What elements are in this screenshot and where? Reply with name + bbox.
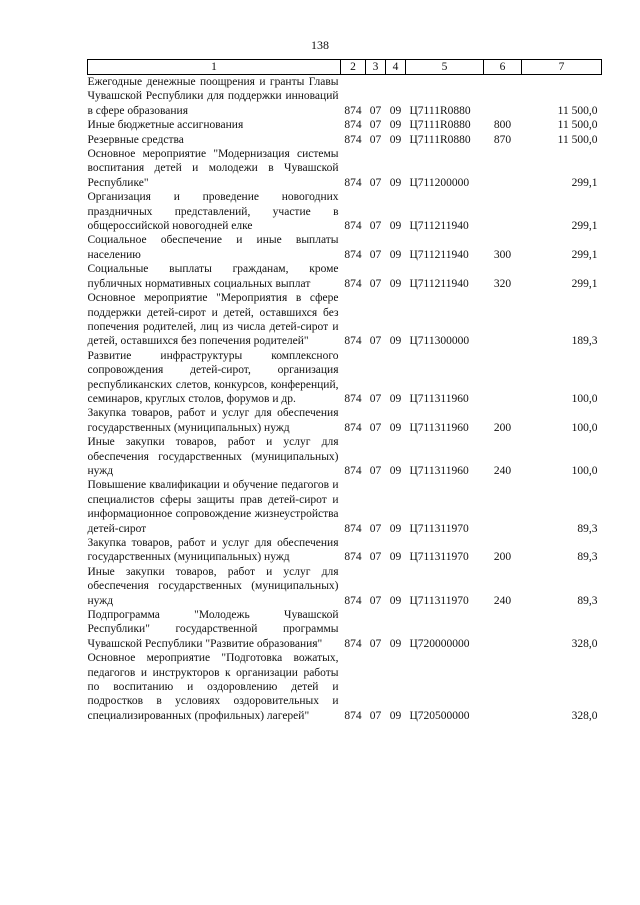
row-subsection: 09 <box>389 709 402 722</box>
row-name: Закупка товаров, работ и услуг для обеспечения государственных (муниципальных) нужд <box>87 537 339 564</box>
row-amount: 189,3 <box>571 335 598 348</box>
row-amount: 299,1 <box>571 220 598 233</box>
row-section: 07 <box>369 176 382 189</box>
row-name: Ежегодные денежные поощрения и гранты Главы Чувашской Республики для поддержки инноваций в сфере образования <box>87 76 339 117</box>
row-section: 07 <box>369 392 382 405</box>
row-subsection: 09 <box>389 119 402 132</box>
row-target-article: Ц720500000 <box>409 709 470 722</box>
row-section: 07 <box>369 248 382 261</box>
row-name: Иные бюджетные ассигнования <box>87 119 244 132</box>
row-amount: 11 500,0 <box>557 133 598 146</box>
column-header: 1 <box>88 60 341 75</box>
row-subsection: 09 <box>389 248 402 261</box>
row-target-article: Ц711311960 <box>409 421 469 434</box>
row-admin-code: 874 <box>344 551 362 564</box>
row-name: Организация и проведение новогодних праздничных представлений, участие в общероссийской новогодней елке <box>87 191 339 233</box>
row-admin-code: 874 <box>344 421 362 434</box>
row-expense-type <box>484 291 522 349</box>
row-expense-type: 870 <box>493 133 512 146</box>
row-subsection: 09 <box>389 637 402 650</box>
row-target-article: Ц711311970 <box>409 551 469 564</box>
table-row <box>88 118 602 132</box>
row-target-article: Ц711200000 <box>409 176 470 189</box>
column-header: 4 <box>386 60 406 75</box>
row-subsection: 09 <box>389 464 402 477</box>
table-row <box>88 349 602 407</box>
row-admin-code: 874 <box>344 176 362 189</box>
row-name: Основное мероприятие "Модернизация системы воспитания детей и молодежи в Чувашской Республике" <box>87 148 339 189</box>
row-admin-code: 874 <box>344 637 362 650</box>
row-target-article: Ц711300000 <box>409 335 470 348</box>
row-expense-type: 800 <box>493 119 512 132</box>
row-section: 07 <box>369 133 382 146</box>
row-target-article: Ц7111R0880 <box>409 133 471 146</box>
row-target-article: Ц711311960 <box>409 464 469 477</box>
row-amount: 89,3 <box>577 551 598 564</box>
row-section: 07 <box>369 335 382 348</box>
row-expense-type <box>484 147 522 190</box>
row-expense-type: 240 <box>493 594 512 607</box>
table-row <box>88 435 602 478</box>
row-amount: 299,1 <box>571 176 598 189</box>
table-row <box>88 608 602 651</box>
budget-table <box>87 59 602 723</box>
row-amount: 100,0 <box>571 392 598 405</box>
page-number: 138 <box>311 38 329 52</box>
column-header: 7 <box>522 60 602 75</box>
row-expense-type: 320 <box>493 277 512 290</box>
row-target-article: Ц711211940 <box>409 248 469 261</box>
row-name: Резервные средства <box>87 133 184 146</box>
row-section: 07 <box>369 277 382 290</box>
row-section: 07 <box>369 119 382 132</box>
row-subsection: 09 <box>389 392 402 405</box>
row-admin-code: 874 <box>344 594 362 607</box>
table-row <box>88 147 602 190</box>
row-subsection: 09 <box>389 551 402 564</box>
row-name: Социальные выплаты гражданам, кроме публичных нормативных социальных выплат <box>87 263 339 290</box>
column-header: 5 <box>406 60 484 75</box>
row-admin-code: 874 <box>344 277 362 290</box>
row-expense-type <box>484 478 522 536</box>
row-subsection: 09 <box>389 421 402 434</box>
row-name: Иные закупки товаров, работ и услуг для обеспечения государственных (муниципальных) нужд <box>87 565 339 607</box>
table-row <box>88 133 602 147</box>
row-subsection: 09 <box>389 277 402 290</box>
row-subsection: 09 <box>389 176 402 189</box>
row-target-article: Ц7111R0880 <box>409 119 471 132</box>
row-admin-code: 874 <box>344 709 362 722</box>
table-row <box>88 291 602 349</box>
row-expense-type <box>484 190 522 233</box>
row-name: Основное мероприятие "Подготовка вожатых, педагогов и инструкторов к организации работы по воспитанию и оздоровлению детей и подростков в условиях оздоровительных и специализированных (профильных) лагерей" <box>87 652 339 722</box>
row-amount: 299,1 <box>571 277 598 290</box>
row-admin-code: 874 <box>344 133 362 146</box>
table-row <box>88 75 602 119</box>
row-subsection: 09 <box>389 335 402 348</box>
row-name: Повышение квалификации и обучение педагогов и специалистов сферы защиты прав детей-сирот и информационное сопровождение жизнеустройства детей-сирот <box>87 479 339 535</box>
row-expense-type: 240 <box>493 464 512 477</box>
row-admin-code: 874 <box>344 464 362 477</box>
table-body <box>88 75 602 724</box>
row-amount: 299,1 <box>571 248 598 261</box>
row-subsection: 09 <box>389 133 402 146</box>
row-subsection: 09 <box>389 522 402 535</box>
row-expense-type <box>484 651 522 723</box>
row-target-article: Ц711311960 <box>409 392 469 405</box>
row-subsection: 09 <box>389 594 402 607</box>
row-expense-type <box>484 75 522 119</box>
row-admin-code: 874 <box>344 522 362 535</box>
row-expense-type <box>484 608 522 651</box>
table-row <box>88 565 602 608</box>
row-name: Социальное обеспечение и иные выплаты населению <box>87 234 339 261</box>
row-amount: 100,0 <box>571 421 598 434</box>
table-row <box>88 233 602 262</box>
row-expense-type: 200 <box>493 421 512 434</box>
row-admin-code: 874 <box>344 335 362 348</box>
row-section: 07 <box>369 104 382 117</box>
table-header-row <box>88 60 602 75</box>
row-name: Развитие инфраструктуры комплексного сопровождения детей-сирот, организация республиканских слетов, конкурсов, конференций, семинаров, круглых столов, форумов и др. <box>87 349 339 405</box>
column-header: 3 <box>366 60 386 75</box>
row-target-article: Ц720000000 <box>409 637 470 650</box>
row-expense-type <box>484 349 522 407</box>
column-header: 6 <box>484 60 522 75</box>
row-admin-code: 874 <box>344 119 362 132</box>
row-expense-type: 200 <box>493 551 512 564</box>
table-row <box>88 651 602 723</box>
row-amount: 11 500,0 <box>557 119 598 132</box>
table-row <box>88 190 602 233</box>
row-section: 07 <box>369 551 382 564</box>
row-section: 07 <box>369 421 382 434</box>
row-name: Основное мероприятие "Мероприятия в сфере поддержки детей-сирот и детей, оставшихся без попечения родителей, лиц из числа детей-сирот и детей, оставшихся без попечения родителей" <box>87 292 339 348</box>
row-section: 07 <box>369 220 382 233</box>
row-amount: 328,0 <box>571 709 598 722</box>
row-amount: 100,0 <box>571 464 598 477</box>
row-admin-code: 874 <box>344 248 362 261</box>
row-section: 07 <box>369 594 382 607</box>
row-target-article: Ц711211940 <box>409 277 469 290</box>
row-subsection: 09 <box>389 220 402 233</box>
row-name: Подпрограмма "Молодежь Чувашской Республики" государственной программы Чувашской Республики "Развитие образования" <box>87 609 339 650</box>
row-admin-code: 874 <box>344 392 362 405</box>
row-target-article: Ц711211940 <box>409 220 469 233</box>
row-target-article: Ц711311970 <box>409 594 469 607</box>
table-row <box>88 406 602 435</box>
row-name: Закупка товаров, работ и услуг для обеспечения государственных (муниципальных) нужд <box>87 407 339 434</box>
row-amount: 11 500,0 <box>557 104 598 117</box>
row-amount: 328,0 <box>571 637 598 650</box>
row-amount: 89,3 <box>577 594 598 607</box>
column-header: 2 <box>341 60 366 75</box>
row-target-article: Ц7111R0880 <box>409 104 471 117</box>
row-name: Иные закупки товаров, работ и услуг для обеспечения государственных (муниципальных) нужд <box>87 436 339 477</box>
row-section: 07 <box>369 709 382 722</box>
row-target-article: Ц711311970 <box>409 522 469 535</box>
row-section: 07 <box>369 637 382 650</box>
row-admin-code: 874 <box>344 104 362 117</box>
row-expense-type: 300 <box>493 248 512 261</box>
row-amount: 89,3 <box>577 522 598 535</box>
row-subsection: 09 <box>389 104 402 117</box>
table-row <box>88 478 602 536</box>
row-section: 07 <box>369 522 382 535</box>
row-admin-code: 874 <box>344 220 362 233</box>
table-row <box>88 536 602 565</box>
row-section: 07 <box>369 464 382 477</box>
table-row <box>88 262 602 291</box>
